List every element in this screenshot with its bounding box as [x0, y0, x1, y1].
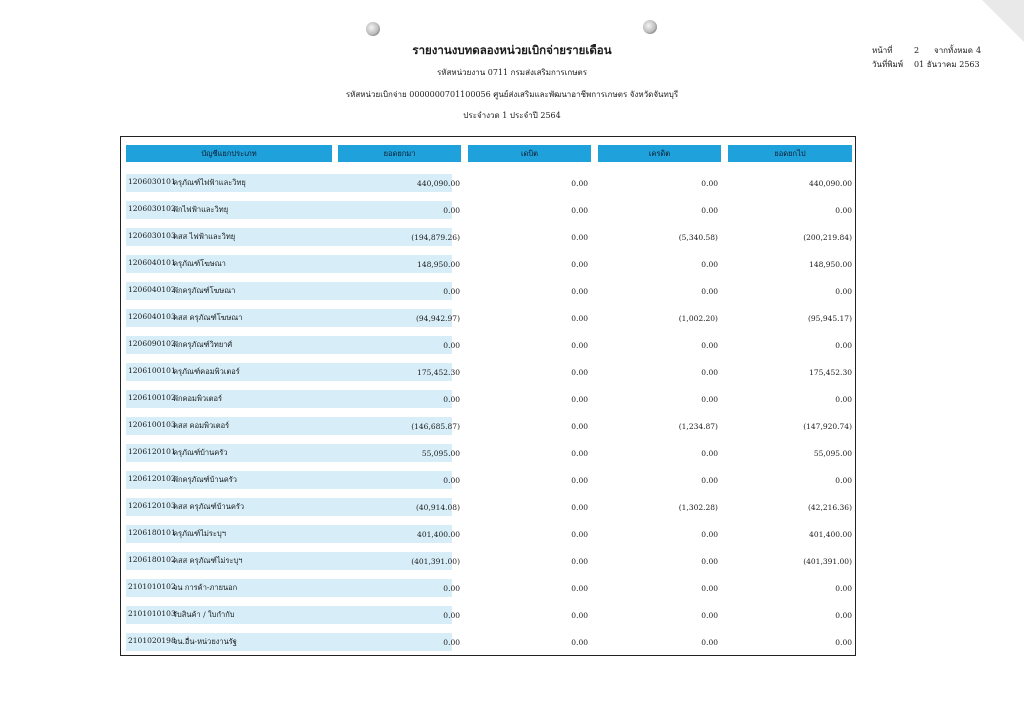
- header-closing-balance: ยอดยกไป: [728, 145, 852, 162]
- credit-cell: (1,002.20): [678, 314, 718, 323]
- closing-balance-cell: 55,095.00: [813, 449, 852, 458]
- closing-balance-cell: 0.00: [835, 611, 852, 620]
- opening-balance-cell: 0.00: [443, 341, 460, 350]
- credit-cell: 0.00: [701, 584, 718, 593]
- table-row: [120, 606, 856, 624]
- debit-cell: 0.00: [571, 260, 588, 269]
- closing-balance-cell: 148,950.00: [809, 260, 852, 269]
- header-account: บัญชีแยกประเภท: [126, 145, 332, 162]
- opening-balance-cell: 0.00: [443, 395, 460, 404]
- table-row: [120, 444, 856, 462]
- opening-balance-cell: 0.00: [443, 206, 460, 215]
- account-code: 1206120101: [128, 447, 176, 456]
- account-name: คสส ไฟฟ้าและวิทยุ: [173, 232, 236, 241]
- credit-cell: 0.00: [701, 206, 718, 215]
- table-row: [120, 498, 856, 516]
- table-row: [120, 633, 856, 651]
- account-code: 1206100103: [128, 420, 176, 429]
- debit-cell: 0.00: [571, 638, 588, 647]
- account-name: ครุภัณฑ์โฆษณา: [173, 259, 226, 268]
- closing-balance-cell: 0.00: [835, 206, 852, 215]
- opening-balance-cell: (40,914.08): [415, 503, 460, 512]
- closing-balance-cell: (95,945.17): [807, 314, 852, 323]
- header-debit: เดบิต: [468, 145, 591, 162]
- account-code: 1206040102: [128, 285, 176, 294]
- opening-balance-cell: (146,685.87): [411, 422, 460, 431]
- credit-cell: 0.00: [701, 476, 718, 485]
- table-row: [120, 174, 856, 192]
- table-row: [120, 390, 856, 408]
- account-code: 1206090102: [128, 339, 176, 348]
- total-label: จากทั้งหมด: [934, 46, 973, 55]
- account-code: 1206100102: [128, 393, 176, 402]
- credit-cell: 0.00: [701, 449, 718, 458]
- account-code: 2101020198: [128, 636, 176, 645]
- opening-balance-cell: (194,879.26): [411, 233, 460, 242]
- debit-cell: 0.00: [571, 611, 588, 620]
- closing-balance-cell: 0.00: [835, 395, 852, 404]
- debit-cell: 0.00: [571, 557, 588, 566]
- date-label: วันที่พิมพ์: [872, 60, 904, 69]
- account-code: 1206030102: [128, 204, 176, 213]
- table-row: [120, 525, 856, 543]
- opening-balance-cell: 0.00: [443, 584, 460, 593]
- punch-hole-left: [366, 22, 380, 36]
- debit-cell: 0.00: [571, 233, 588, 242]
- account-code: 1206180102: [128, 555, 176, 564]
- table-row: [120, 363, 856, 381]
- account-code: 2101010102: [128, 582, 176, 591]
- debit-cell: 0.00: [571, 314, 588, 323]
- opening-balance-cell: 0.00: [443, 611, 460, 620]
- debit-cell: 0.00: [571, 395, 588, 404]
- report-title: รายงานงบทดลองหน่วยเบิกจ่ายรายเดือน: [412, 43, 612, 57]
- debit-cell: 0.00: [571, 503, 588, 512]
- agency-line: รหัสหน่วยงาน 0711 กรมส่งเสริมการเกษตร: [436, 68, 588, 77]
- account-name: คสส คอมพิวเตอร์: [173, 421, 230, 430]
- credit-cell: 0.00: [701, 638, 718, 647]
- opening-balance-cell: 55,095.00: [421, 449, 460, 458]
- table-row: [120, 228, 856, 246]
- account-name: พักครุภัณฑ์บ้านครัว: [173, 475, 238, 484]
- debit-cell: 0.00: [571, 368, 588, 377]
- account-name: รับสินค้า / ใบกำกับ: [173, 610, 235, 619]
- header-credit: เครดิต: [598, 145, 721, 162]
- debit-cell: 0.00: [571, 422, 588, 431]
- account-code: 1206120103: [128, 501, 176, 510]
- table-row: [120, 471, 856, 489]
- closing-balance-cell: 0.00: [835, 584, 852, 593]
- credit-cell: 0.00: [701, 557, 718, 566]
- credit-cell: (5,340.58): [678, 233, 718, 242]
- debit-cell: 0.00: [571, 476, 588, 485]
- table-row: [120, 552, 856, 570]
- total-value: 4: [976, 46, 982, 55]
- account-code: 1206180101: [128, 528, 176, 537]
- account-name: ครุภัณฑ์คอมพิวเตอร์: [173, 367, 240, 376]
- opening-balance-cell: 0.00: [443, 287, 460, 296]
- account-code: 1206030103: [128, 231, 176, 240]
- closing-balance-cell: (401,391.00): [803, 557, 852, 566]
- account-name: ครุภัณฑ์บ้านครัว: [173, 448, 228, 457]
- account-name: ครุภัณฑ์ไฟฟ้าและวิทยุ: [173, 178, 246, 187]
- credit-cell: (1,234.87): [678, 422, 718, 431]
- credit-cell: 0.00: [701, 530, 718, 539]
- account-name: พักครุภัณฑ์โฆษณา: [173, 286, 236, 295]
- credit-cell: 0.00: [701, 341, 718, 350]
- header-opening-balance: ยอดยกมา: [338, 145, 461, 162]
- credit-cell: 0.00: [701, 260, 718, 269]
- opening-balance-cell: 440,090.00: [417, 179, 460, 188]
- debit-cell: 0.00: [571, 206, 588, 215]
- closing-balance-cell: 0.00: [835, 287, 852, 296]
- account-code: 2101010103: [128, 609, 176, 618]
- debit-cell: 0.00: [571, 530, 588, 539]
- credit-cell: 0.00: [701, 179, 718, 188]
- credit-cell: 0.00: [701, 287, 718, 296]
- account-name: พักคอมพิวเตอร์: [173, 394, 223, 403]
- credit-cell: 0.00: [701, 395, 718, 404]
- account-name: พักไฟฟ้าและวิทยุ: [173, 205, 229, 214]
- account-code: 1206030101: [128, 177, 176, 186]
- credit-cell: 0.00: [701, 611, 718, 620]
- closing-balance-cell: (42,216.36): [807, 503, 852, 512]
- account-name: คสส ครุภัณฑ์ไม่ระบุฯ: [173, 556, 243, 565]
- opening-balance-cell: 0.00: [443, 638, 460, 647]
- closing-balance-cell: 440,090.00: [809, 179, 852, 188]
- table-row: [120, 579, 856, 597]
- debit-cell: 0.00: [571, 287, 588, 296]
- closing-balance-cell: (200,219.84): [803, 233, 852, 242]
- opening-balance-cell: 148,950.00: [417, 260, 460, 269]
- date-value: 01 ธันวาคม 2563: [914, 60, 980, 69]
- print-date-info: [872, 58, 980, 71]
- opening-balance-cell: 175,452.30: [417, 368, 460, 377]
- account-name: จน การค้า-ภายนอก: [173, 583, 238, 592]
- credit-cell: 0.00: [701, 368, 718, 377]
- debit-cell: 0.00: [571, 179, 588, 188]
- closing-balance-cell: 0.00: [835, 476, 852, 485]
- closing-balance-cell: 0.00: [835, 341, 852, 350]
- opening-balance-cell: (401,391.00): [411, 557, 460, 566]
- unit-line: รหัสหน่วยเบิกจ่าย 0000000701100056 ศูนย์ส่งเสริมและพัฒนาอาชีพการเกษตร จังหวัดจันทบุรี: [345, 90, 679, 99]
- closing-balance-cell: 0.00: [835, 638, 852, 647]
- account-code: 1206040103: [128, 312, 176, 321]
- table-row: [120, 255, 856, 273]
- page-info: [872, 44, 981, 57]
- closing-balance-cell: 175,452.30: [809, 368, 852, 377]
- account-name: พักครุภัณฑ์วิทยาศ์: [173, 340, 233, 349]
- account-name: คสส ครุภัณฑ์โฆษณา: [173, 313, 243, 322]
- closing-balance-cell: (147,920.74): [803, 422, 852, 431]
- page-corner-fold: [982, 0, 1024, 42]
- table-row: [120, 417, 856, 435]
- table-row: [120, 336, 856, 354]
- account-code: 1206100101: [128, 366, 176, 375]
- period-line: ประจำงวด 1 ประจำปี 2564: [463, 111, 561, 120]
- debit-cell: 0.00: [571, 584, 588, 593]
- page-value: 2: [914, 46, 920, 55]
- punch-hole-right: [643, 20, 657, 34]
- account-name: จน.อื่น-หน่วยงานรัฐ: [173, 637, 237, 646]
- account-code: 1206040101: [128, 258, 176, 267]
- account-name: ครุภัณฑ์ไม่ระบุฯ: [173, 529, 226, 538]
- closing-balance-cell: 401,400.00: [809, 530, 852, 539]
- table-row: [120, 309, 856, 327]
- account-code: 1206120102: [128, 474, 176, 483]
- debit-cell: 0.00: [571, 341, 588, 350]
- opening-balance-cell: 401,400.00: [417, 530, 460, 539]
- debit-cell: 0.00: [571, 449, 588, 458]
- table-row: [120, 282, 856, 300]
- page-label: หน้าที่: [872, 46, 893, 55]
- credit-cell: (1,302.28): [678, 503, 718, 512]
- account-name: คสส ครุภัณฑ์บ้านครัว: [173, 502, 245, 511]
- table-row: [120, 201, 856, 219]
- opening-balance-cell: (94,942.97): [415, 314, 460, 323]
- opening-balance-cell: 0.00: [443, 476, 460, 485]
